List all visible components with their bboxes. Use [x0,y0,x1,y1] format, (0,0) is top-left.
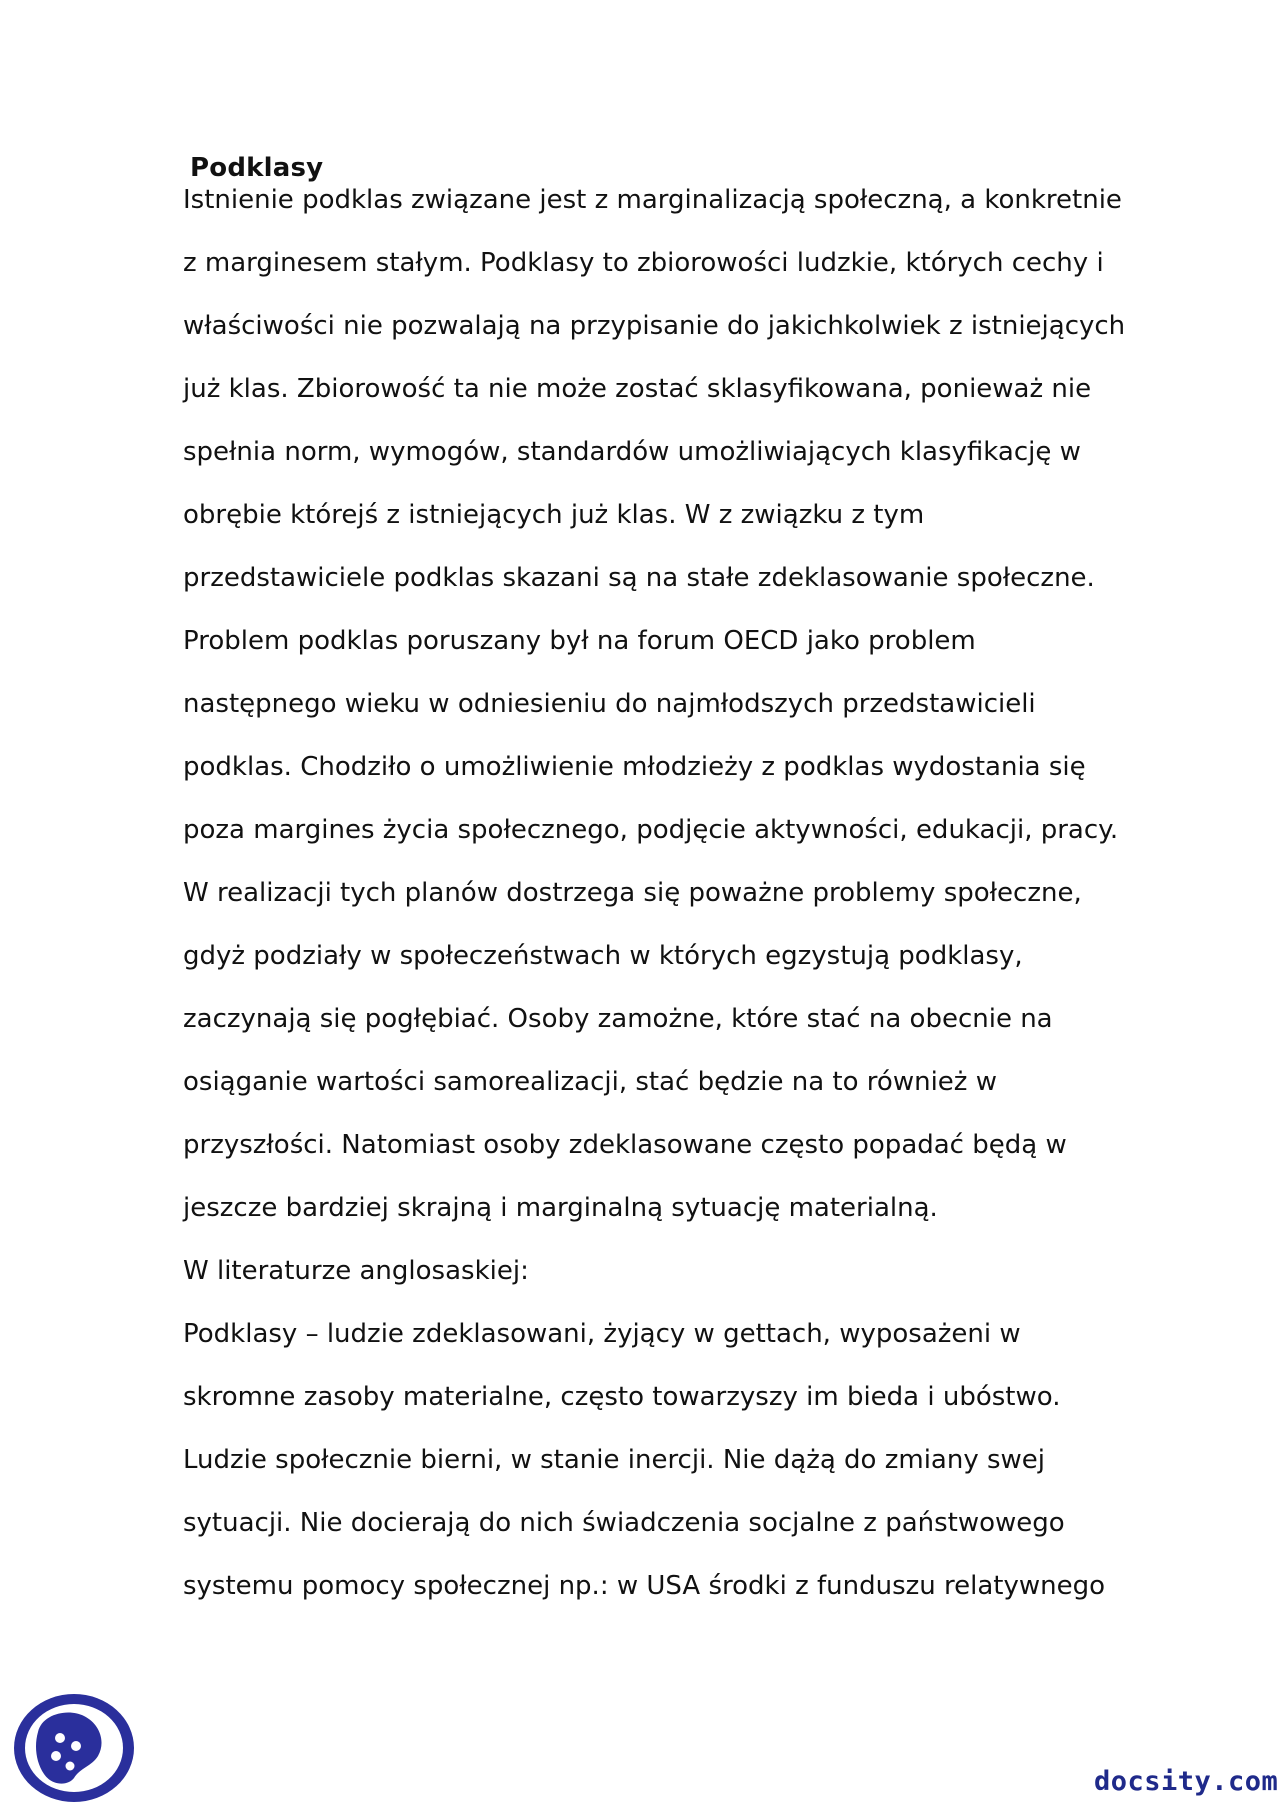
text-line: z marginesem stałym. Podklasy to zbiorowości ludzkie, których cechy i [183,248,1104,278]
text-line: sytuacji. Nie docierają do nich świadczenia socjalne z państwowego [183,1508,1065,1538]
text-line: zaczynają się pogłębiać. Osoby zamożne, które stać na obecnie na [183,1004,1053,1034]
text-line: jeszcze bardziej skrajną i marginalną sytuację materialną. [183,1193,938,1223]
page-title: Podklasy [190,153,324,183]
text-line: skromne zasoby materialne, często towarzyszy im bieda i ubóstwo. [183,1382,1061,1412]
text-line: Problem podklas poruszany był na forum OECD jako problem [183,626,976,656]
text-line: osiąganie wartości samorealizacji, stać będzie na to również w [183,1067,997,1097]
docsity-logo-icon[interactable] [10,1690,138,1806]
text-line: obrębie którejś z istniejących już klas. W z związku z tym [183,500,925,530]
text-line: spełnia norm, wymogów, standardów umożliwiających klasyfikację w [183,437,1081,467]
text-line: gdyż podziały w społeczeństwach w których egzystują podklasy, [183,941,1023,971]
text-line: Podklasy – ludzie zdeklasowani, żyjący w gettach, wyposażeni w [183,1319,1021,1349]
text-line: Ludzie społecznie bierni, w stanie inercji. Nie dążą do zmiany swej [183,1445,1046,1475]
text-line: podklas. Chodziło o umożliwienie młodzieży z podklas wydostania się [183,752,1086,782]
docsity-brand[interactable]: docsity.com [1094,1766,1279,1797]
text-line: przyszłości. Natomiast osoby zdeklasowane często popadać będą w [183,1130,1067,1160]
text-line: systemu pomocy społecznej np.: w USA środki z funduszu relatywnego [183,1571,1106,1601]
text-line: właściwości nie pozwalają na przypisanie do jakichkolwiek z istniejących [183,311,1126,341]
document-body [183,182,1143,1631]
text-line: W realizacji tych planów dostrzega się poważne problemy społeczne, [183,878,1082,908]
text-line: Istnienie podklas związane jest z marginalizacją społeczną, a konkretnie [183,185,1122,215]
text-line: przedstawiciele podklas skazani są na stałe zdeklasowanie społeczne. [183,563,1095,593]
text-line: następnego wieku w odniesieniu do najmłodszych przedstawicieli [183,689,1036,719]
text-line: W literaturze anglosaskiej: [183,1256,529,1286]
text-line: już klas. Zbiorowość ta nie może zostać sklasyfikowana, ponieważ nie [183,374,1092,404]
text-line: poza margines życia społecznego, podjęcie aktywności, edukacji, pracy. [183,815,1119,845]
